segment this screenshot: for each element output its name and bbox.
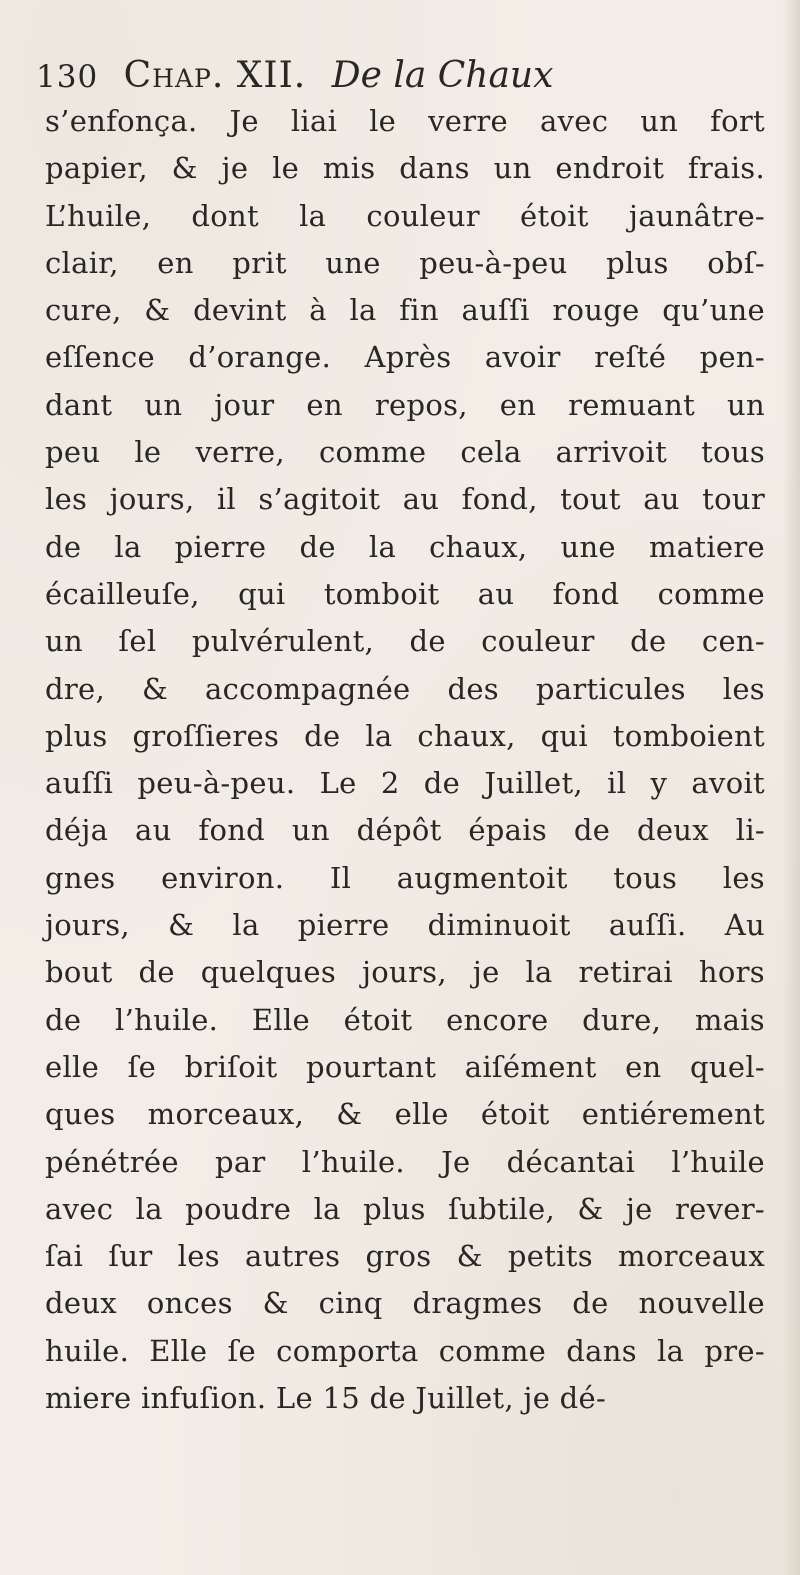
text-line: peu le verre, comme cela arrivoit tous [45,435,765,470]
text-line: ſai ſur les autres gros & petits morceaux [45,1239,765,1274]
text-line: de l’huile. Elle étoit encore dure, mais [45,1002,765,1037]
text-line: deux onces & cinq dragmes de nouvelle [45,1286,765,1321]
page-edge-shadow [782,0,800,1575]
text-line: dre, & accompagnée des particules les [45,671,765,706]
text-line: clair, en prit une peu-à-peu plus obſ- [45,245,765,280]
text-line: cure, & devint à la fin auſſi rouge qu’une [45,293,765,328]
page-number: 130 [36,59,99,95]
chapter-label: Chap. XII. [123,55,307,96]
text-line: huile. Elle ſe comporta comme dans la pre- [45,1333,765,1368]
text-line: miere infuſion. Le 15 de Juillet, je dé- [45,1381,607,1416]
text-line: avec la poudre la plus ſubtile, & je rever- [45,1191,765,1226]
text-line: jours, & la pierre diminuoit auſſi. Au [45,908,765,943]
body-text [45,98,765,1422]
text-line: déja au fond un dépôt épais de deux li- [45,813,765,848]
text-line: elle ſe briſoit pourtant aiſément en quel- [45,1049,765,1084]
text-line: un ſel pulvérulent, de couleur de cen- [45,624,765,659]
text-line: écailleuſe, qui tomboit au fond comme [45,576,765,611]
text-line: ques morceaux, & elle étoit entiérement [45,1097,765,1132]
text-line: pénétrée par l’huile. Je décantai l’huile [45,1144,765,1179]
text-line: les jours, il s’agitoit au fond, tout au tour [45,482,765,517]
text-line: de la pierre de la chaux, une matiere [45,529,765,564]
chapter-subject: De la Chaux [331,55,554,96]
text-line: auſſi peu-à-peu. Le 2 de Juillet, il y avoit [45,766,765,801]
text-line: L’huile, dont la couleur étoit jaunâtre- [45,198,765,233]
text-line: gnes environ. Il augmentoit tous les [45,860,765,895]
text-line: eſſence d’orange. Après avoir reſté pen- [45,340,765,375]
text-line: papier, & je le mis dans un endroit frais. [45,151,765,186]
text-line: plus groſſieres de la chaux, qui tomboient [45,718,765,753]
text-line: bout de quelques jours, je la retirai hors [45,955,765,990]
text-line: s’enfonça. Je liai le verre avec un fort [45,104,765,138]
running-header [36,50,756,102]
text-line: dant un jour en repos, en remuant un [45,387,765,422]
